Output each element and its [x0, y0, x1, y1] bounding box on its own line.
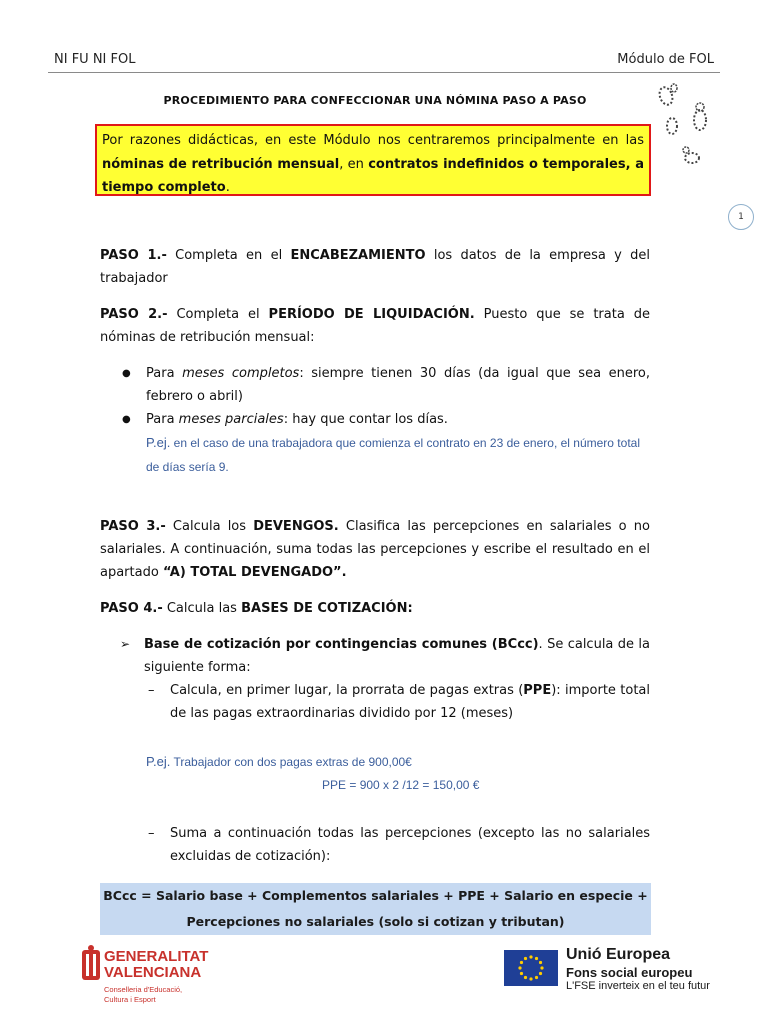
paso-2 — [100, 303, 650, 349]
paso-4 — [100, 597, 650, 620]
bullet-meses-parciales — [120, 408, 650, 431]
paso-3-bold-2: “A) TOTAL DEVENGADO”. — [162, 565, 347, 580]
bccc-bold: Base de cotización por contingencias comunes (BCcc) — [144, 637, 539, 652]
bccc-formula-box — [100, 883, 651, 935]
paso-3-bold: DEVENGOS. — [253, 519, 339, 534]
generalitat-logo-icon — [80, 944, 102, 988]
eu-star — [524, 976, 527, 979]
eu-title: Unió Europea — [566, 946, 671, 963]
paso-4-text-1: Calcula las — [162, 601, 242, 616]
paso-1 — [100, 244, 650, 290]
eu-star — [539, 972, 542, 975]
eu-star — [529, 955, 532, 958]
sub-item-suma-row — [144, 822, 650, 868]
bullet-2-italic: meses parciales — [178, 412, 284, 427]
eu-star — [529, 977, 532, 980]
bccc-text: . Se calcula de la siguiente forma: — [144, 637, 650, 675]
bullet-icon: ● — [122, 414, 131, 425]
paso-3-text-2: Clasifica las percepciones en salariales o no salariales. A continuación, suma todas las percepciones y escribe el resultado en el apartado — [100, 519, 650, 580]
eu-star — [520, 961, 523, 964]
bullet-1-italic: meses completos — [182, 366, 300, 381]
formula-line-1: BCcc = Salario base + Complementos salariales + PPE + Salario en especie + — [103, 888, 648, 903]
paso-2-bold: PERÍODO DE LIQUIDACIÓN. — [268, 307, 475, 322]
paso-4-bold: BASES DE COTIZACIÓN: — [241, 601, 413, 616]
example-ppe — [146, 750, 412, 774]
page-title: PROCEDIMIENTO PARA CONFECCIONAR UNA NÓMINA PASO A PASO — [163, 94, 587, 107]
eu-star — [518, 966, 521, 969]
paso-2-text-2: Puesto que se trata de nóminas de retribución mensual: — [100, 307, 650, 345]
bullet-1-text-b: : siempre tienen 30 días (da igual que sea enero, febrero o abril) — [146, 366, 650, 404]
eu-subtitle: Fons social europeu — [566, 965, 693, 980]
example-prefix: P.ej. — [146, 435, 171, 450]
note-bold-2: contratos indefinidos o temporales, a tiempo completo — [102, 156, 644, 195]
bullet-2-text-b: : hay que contar los días. — [283, 412, 448, 427]
paso-2-label: PASO 2.- — [100, 307, 168, 322]
eu-flag-icon — [504, 950, 558, 986]
eu-star — [535, 957, 538, 960]
sub-item-ppe — [144, 679, 650, 725]
eu-star — [535, 976, 538, 979]
gva-name-1: GENERALITAT — [104, 948, 209, 965]
paso-1-text-1: Completa en el — [166, 248, 291, 263]
bullet-1-text-a: Para — [146, 366, 183, 381]
ppe-bold: PPE — [523, 683, 552, 698]
header-divider — [48, 72, 720, 73]
conselleria-name — [104, 985, 182, 1005]
paso-1-text-2: los datos de la empresa y del trabajador — [100, 248, 651, 286]
dash-icon: – — [148, 683, 155, 698]
generalitat-name — [104, 949, 208, 981]
eu-star — [524, 957, 527, 960]
header-right: Módulo de FOL — [617, 52, 714, 67]
bullet-2-text-a: Para — [146, 412, 179, 427]
dash-icon: – — [148, 826, 155, 841]
paso-4-details — [120, 633, 650, 725]
didactic-note-box — [95, 124, 651, 196]
paso-2-bullets — [120, 362, 650, 479]
sub-item-suma — [144, 822, 650, 868]
gva-name-2: VALENCIANA — [104, 964, 202, 981]
example-text: en el caso de una trabajadora que comienza el contrato en 23 de enero, el número total de días sería 9. — [146, 436, 640, 474]
example-ppe-prefix: P.ej. — [146, 754, 171, 769]
eu-star — [520, 972, 523, 975]
page-number-badge: 1 — [728, 204, 754, 230]
eu-tagline: L'FSE inverteix en el teu futur — [566, 980, 710, 992]
example-ppe-formula: PPE = 900 x 2 /12 = 150,00 € — [322, 778, 480, 792]
formula-line-2: Percepciones no salariales (solo si cotizan y tributan) — [186, 914, 565, 929]
ppe-text-c: ): importe total de las pagas extraordinarias dividido por 12 (meses) — [170, 683, 650, 721]
eu-star — [539, 961, 542, 964]
paso-3-label: PASO 3.- — [100, 519, 166, 534]
bullet-meses-completos — [120, 362, 650, 408]
note-bold-1: nóminas de retribución mensual — [102, 156, 340, 172]
arrow-bullet-icon: ➢ — [120, 637, 131, 651]
bullet-icon: ● — [122, 368, 131, 379]
note-text-3: . — [225, 180, 230, 195]
paso-3 — [100, 515, 650, 584]
gva-sub-1: Conselleria d'Educació, — [104, 985, 183, 994]
note-text-2: , en — [339, 156, 369, 172]
note-text-1: Por razones didácticas, en este Módulo nos centraremos principalmente en las — [102, 133, 644, 148]
paso-3-text-1: Calcula los — [165, 519, 254, 534]
paso-4-label: PASO 4.- — [100, 601, 163, 616]
gva-sub-2: Cultura i Esport — [104, 995, 156, 1004]
paso-2-text-1: Completa el — [167, 307, 269, 322]
paso-1-label: PASO 1.- — [100, 248, 167, 263]
ppe-text-a: Calcula, en primer lugar, la prorrata de pagas extras ( — [170, 683, 524, 698]
paso-1-bold: ENCABEZAMIENTO — [290, 248, 426, 263]
example-ppe-text: Trabajador con dos pagas extras de 900,00€ — [170, 755, 412, 769]
example-dias — [120, 431, 650, 479]
suma-text: Suma a continuación todas las percepciones (excepto las no salariales excluidas de cotización): — [170, 826, 650, 864]
eu-star — [540, 966, 543, 969]
footprints-icon — [652, 80, 722, 170]
bccc-item — [120, 633, 650, 679]
header-left: NI FU NI FOL — [54, 52, 136, 67]
